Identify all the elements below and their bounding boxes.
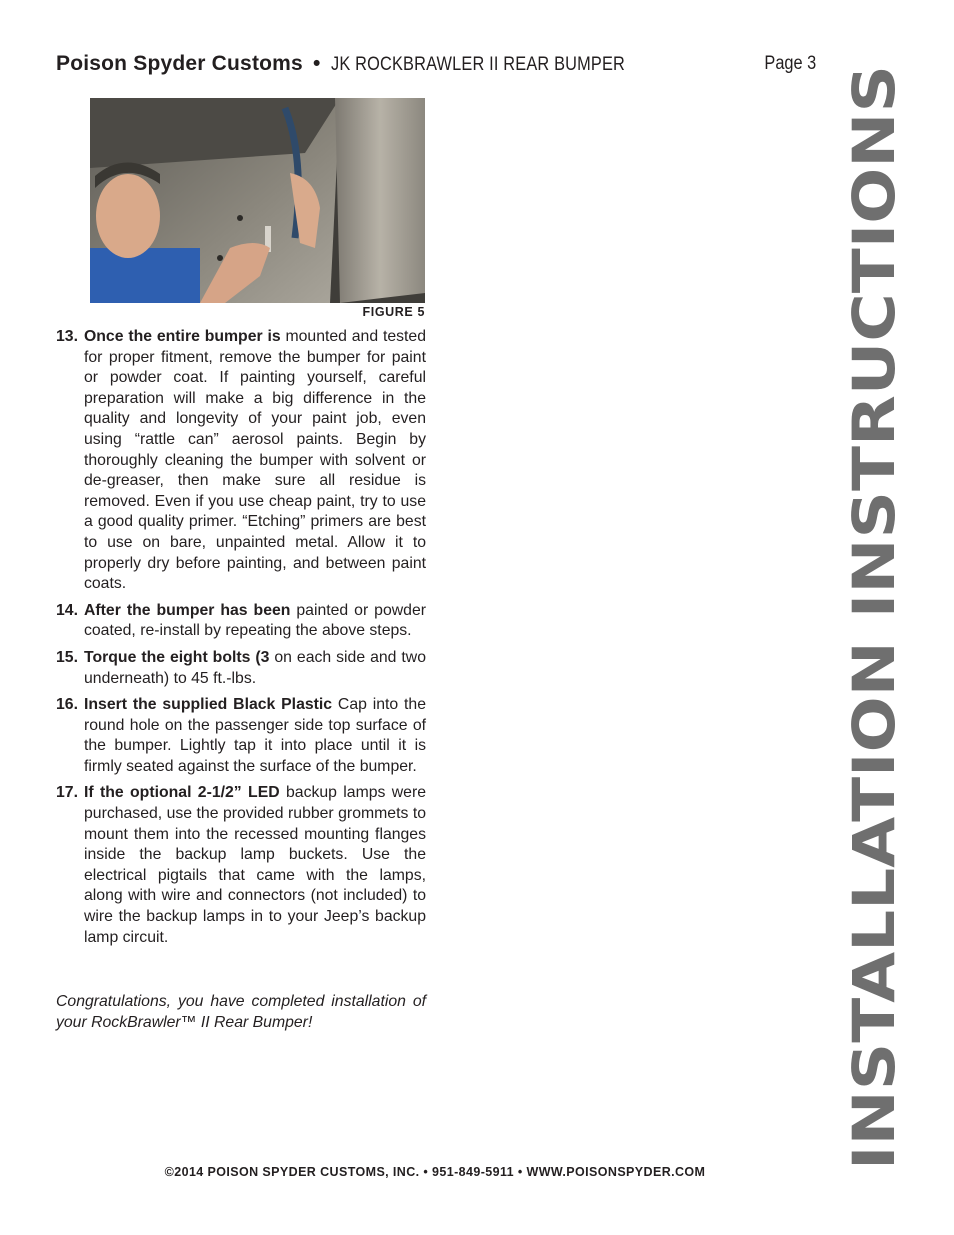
step-15 [56,648,426,689]
page-number: Page 3 [764,53,816,74]
side-banner-text: INSTALLATION INSTRUCTIONS [840,198,908,1170]
step-lead: Insert the supplied Black Plastic [84,696,333,714]
step-text: on each side and two underneath) to 45 ft.-lbs. [84,648,426,687]
step-number: 15. [56,648,78,666]
step-14 [56,601,426,642]
step-text: backup lamps were purchased, use the provided rubber grommets to mount them into the recessed mounting flanges inside the backup lamp buckets. Use the electrical pigtails that came with the lamps, along with wire and connectors (not included) to wire the backup lamps in to your Jeep’s backup lamp circuit. [84,784,427,946]
step-lead: If the optional 2-1/2” LED [84,784,280,802]
step-lead: Once the entire bumper is [84,328,281,345]
side-banner [838,55,908,1175]
photo-illustration [90,98,425,303]
figure-5-photo [90,98,425,303]
document-title: JK ROCKBRAWLER II REAR BUMPER [330,54,625,75]
figure-caption: FIGURE 5 [362,305,425,319]
step-13 [56,327,426,595]
page-header [56,50,816,80]
step-text: Cap into the round hole on the passenger side top surface of the bumper. Lightly tap it into place until it is firmly seated against the surface of the bumper. [84,696,426,775]
step-text: painted or powder coated, re-install by repeating the above steps. [84,601,426,640]
step-17 [56,783,426,948]
instruction-steps [56,327,426,954]
brand-name: Poison Spyder Customs [56,52,303,75]
step-16 [56,695,426,777]
step-number: 14. [56,601,78,619]
page-footer: ©2014 POISON SPYDER CUSTOMS, INC. • 951-849-5911 • WWW.POISONSPYDER.COM [164,1165,706,1179]
step-lead: Torque the eight bolts (3 [84,648,270,666]
closing-note: Congratulations, you have completed installation of your RockBrawler™ II Rear Bumper! [56,993,426,1031]
step-number: 13. [56,328,78,345]
step-lead: After the bumper has been [84,601,291,619]
header-line [56,52,672,76]
step-text: mounted and tested for proper fitment, remove the bumper for paint or powder coat. If painting yourself, careful preparation will make a big difference in the quality and longevity of your paint job, even using “rattle can” aerosol paints. Begin by thoroughly cleaning the bumper with solvent or de-greaser, then make sure all residue is removed. Even if you use cheap paint, try to use a good quality primer. “Etching” primers are best to use on bare, unpainted metal. Allow it to properly dry before painting, and between paint coats. [84,328,426,593]
step-number: 17. [56,784,78,802]
header-separator: • [312,52,321,75]
side-banner-graphic [838,55,908,1175]
step-number: 16. [56,696,78,714]
